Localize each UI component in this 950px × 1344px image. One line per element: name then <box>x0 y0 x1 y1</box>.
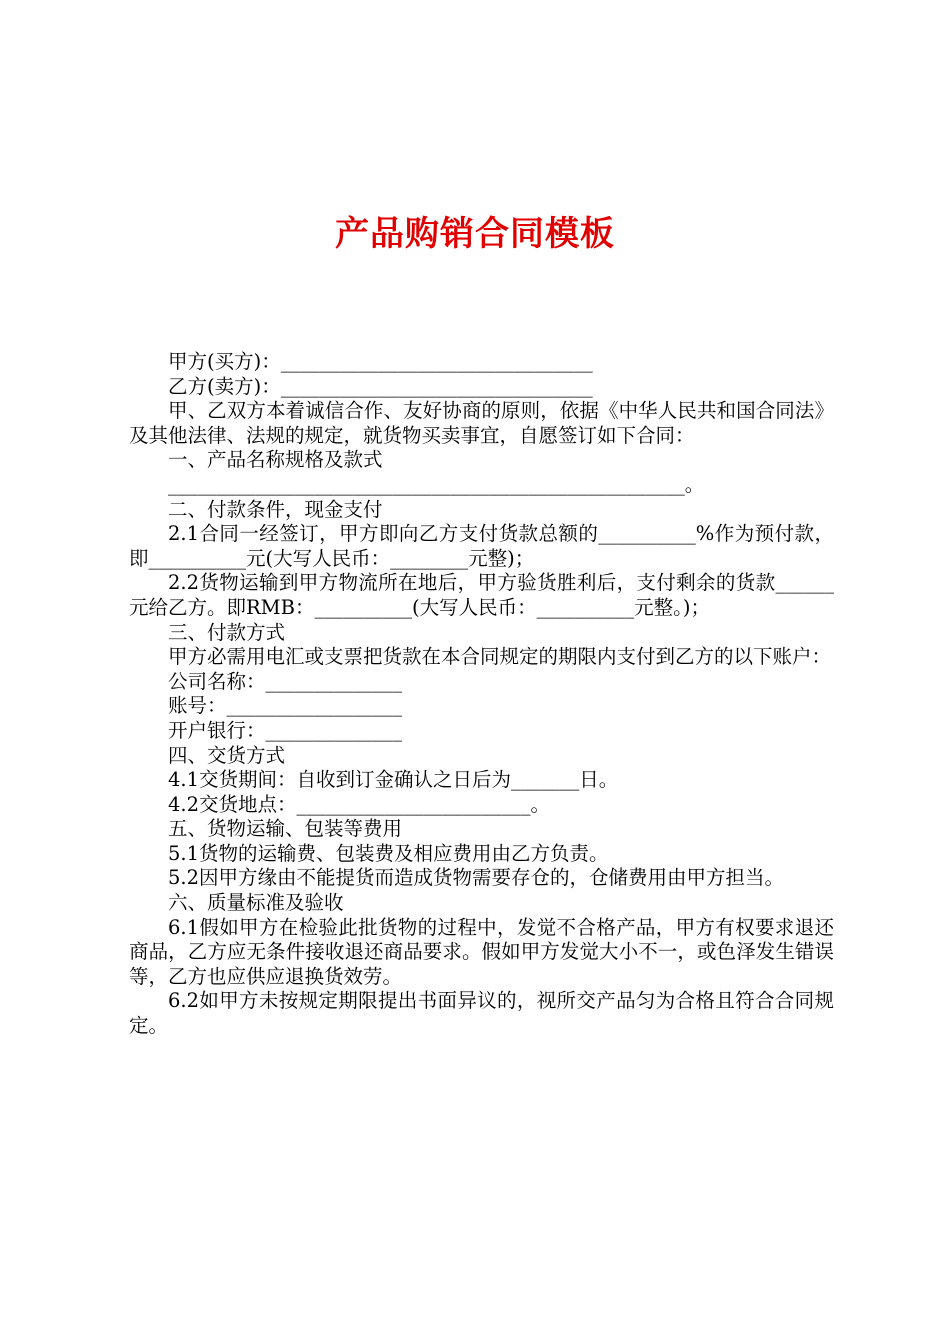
section-heading-3: 三、付款方式 <box>168 620 286 644</box>
account-number-line: 账号：__________________ <box>168 694 403 718</box>
payment-method-paragraph: 甲方必需用电汇或支票把货款在本合同规定的期限内支付到乙方的以下账户： <box>168 645 832 669</box>
preamble-paragraph: 甲、乙双方本着诚信合作、友好协商的原则，依据《中华人民共和国合同法》及其他法律、法规的规定，就货物买卖事宜，自愿签订如下合同： <box>129 399 834 447</box>
party-b-line: 乙方(卖方)：________________________________ <box>168 374 593 398</box>
document-body <box>129 350 834 1039</box>
product-spec-blank: _____________________________________________________。 <box>168 472 705 496</box>
clause-4-2: 4.2交货地点：________________________。 <box>168 792 551 816</box>
section-heading-5: 五、货物运输、包装等费用 <box>168 817 403 841</box>
clause-6-2: 6.2如甲方未按规定期限提出书面异议的，视所交产品匀为合格且符合合同规定。 <box>129 989 834 1038</box>
section-heading-6: 六、质量标准及验收 <box>168 891 344 915</box>
clause-5-1: 5.1货物的运输费、包装费及相应费用由乙方负责。 <box>168 841 609 865</box>
section-heading-4: 四、交货方式 <box>168 743 286 767</box>
clause-5-2: 5.2因甲方缘由不能提货而造成货物需要存仓的，仓储费用由甲方担当。 <box>168 866 785 890</box>
party-a-line: 甲方(买方)：________________________________ <box>168 350 593 373</box>
bank-line: 开户银行：______________ <box>168 718 403 742</box>
clause-4-1: 4.1交货期间：自收到订金确认之日后为_______日。 <box>168 768 619 792</box>
clause-2-2: 2.2货物运输到甲方物流所在地后，甲方验货胜利后，支付剩余的货款______元给乙方。即RMB：__________(大写人民币：__________元整。)； <box>129 571 834 619</box>
clause-6-1: 6.1假如甲方在检验此批货物的过程中，发觉不合格产品，甲方有权要求退还商品，乙方应无条件接收退还商品要求。假如甲方发觉大小不一，或色泽发生错误等，乙方也应供应退换货效劳。 <box>129 915 834 988</box>
clause-2-1: 2.1合同一经签订，甲方即向乙方支付货款总额的__________%作为预付款，即__________元(大写人民币：________元整)； <box>129 522 834 570</box>
section-heading-1: 一、产品名称规格及款式 <box>168 448 383 472</box>
document-title: 产品购销合同模板 <box>335 214 615 254</box>
section-heading-2: 二、付款条件，现金支付 <box>168 497 383 521</box>
company-name-line: 公司名称：______________ <box>168 669 403 693</box>
